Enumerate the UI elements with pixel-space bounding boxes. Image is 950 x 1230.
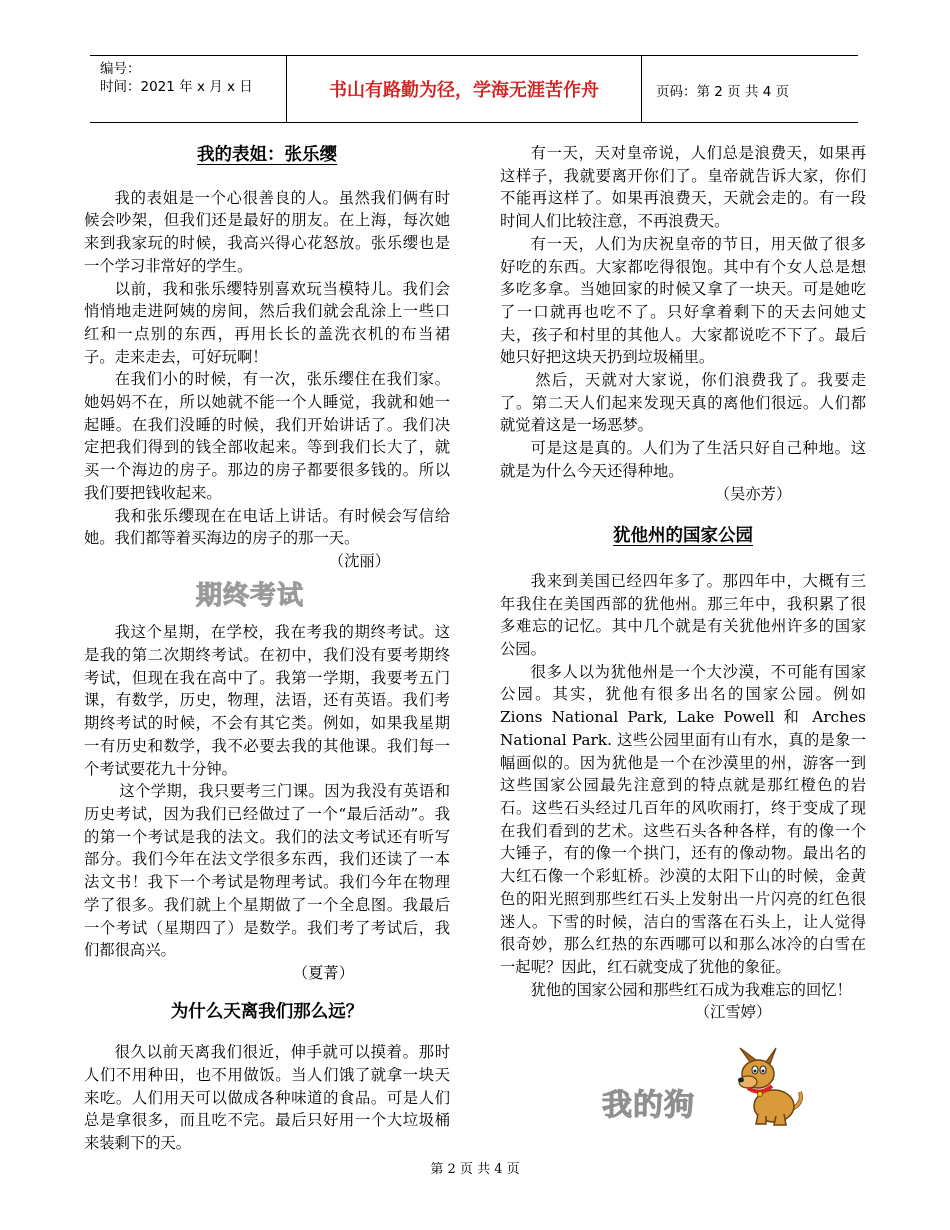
author: （夏菁）	[292, 963, 354, 982]
article-title-wordart: 我的狗	[602, 1088, 695, 1123]
left-column	[84, 140, 450, 1155]
paragraph: 这个学期，我只要考三门课。因为我没有英语和历史考试，因为我们已经做过了一个“最后活动”。我的第一个考试是我的法文。我们的法文考试还有听写部分。我们今年在法文学很多东西，我们还读了一本法文书！我下一个考试是物理考试。我们今年在物理学了很多。我们就上个星期做了一个全息图。我最后一个考试（星期四了）是数学。我们考了考试后，我们都很高兴。	[84, 782, 450, 960]
paragraph: 我和张乐缨现在在电话上讲话。有时候会写信给她。我们都等着买海边的房子的那一天。	[84, 506, 450, 548]
paragraph: 很多人以为犹他州是一个大沙漠，不可能有国家公园。其实，犹他有很多出名的国家公园。例如 Zions National Park, Lake Powell 和 Arches National Park. 这些公园里面有山有水，真的是象一幅画似的。因为犹他是一个在沙漠里的州，游客一到这些国家公园最先注意到的特点就是那红橙色的岩石。这些石头经过几百年的风吹雨打，终于变成了现在我们看到的艺术。这些石头各种各样，有的像一个大锤子，有的像一个拱门，还有的像动物。最出名的大红石像一个彩虹桥。沙漠的太阳下山的时候，金黄色的阳光照到那些红石头上发射出一片闪亮的红色很迷人。下雪的时候，洁白的雪落在石头上，让人觉得很奇妙，那么红热的东西哪可以和那么冰冷的白雪在一起呢？因此，红石就变成了犹他的象征。	[500, 662, 866, 976]
header-motto-cell	[286, 56, 642, 122]
paragraph: 有一天，天对皇帝说，人们总是浪费天，如果再这样子，我就要离开你们了。皇帝就告诉大家，你们不能再这样了。如果再浪费天，天就会走的。有一段时间人们比较注意，不再浪费天。	[500, 144, 866, 231]
dog-section	[598, 1040, 818, 1130]
article-title: 犹他州的国家公园	[613, 526, 753, 547]
author: （江雪婷）	[694, 1003, 772, 1022]
number-label: 编号：	[100, 61, 141, 77]
paragraph: 我这个星期，在学校，我在考我的期终考试。这是我的第二次期终考试。在初中，我们没有要考期终考试，但现在我在高中了。我第一学期，我要考五门课，有数学，历史，物理，法语，还有英语。我们考期终考试的时候，不会有其它类。例如，如果我星期一有历史和数学，我不必要去我的其他课。我们每一个考试要花九十分钟。	[84, 623, 450, 778]
paragraph: 我来到美国已经四年多了。那四年中，大概有三年我住在美国西部的犹他州。那三年中，我积累了很多难忘的记忆。其中几个就是有关犹他州许多的国家公园。	[500, 571, 866, 659]
right-column	[500, 140, 866, 1024]
article-title-wordart: 期终考试	[195, 580, 304, 611]
paragraph: 犹他的国家公园和那些红石成为我难忘的回忆！	[530, 980, 852, 999]
paragraph: 在我们小的时候，有一次，张乐缨住在我们家。她妈妈不在，所以她就不能一个人睡觉，我就和她一起睡。在我们没睡的时候，我们开始讲话了。我们决定把我们得到的钱全部收起来。等到我们长大了，就买一个海边的房子。那边的房子都要很多钱的。所以我们要把钱收起来。	[84, 370, 450, 502]
page-footer: 第 2 页 共 4 页	[430, 1162, 520, 1177]
header-meta	[100, 60, 290, 96]
author: （沈丽）	[328, 551, 390, 570]
paragraph: 然后，天就对大家说，你们浪费我了。我要走了。第二天人们起来发现天真的离他们很远。人们都就觉着这是一场恶梦。	[500, 371, 866, 435]
page-header	[90, 55, 858, 123]
paragraph: 我的表姐是一个心很善良的人。虽然我们俩有时候会吵架，但我们还是最好的朋友。在上海，每次她来到我家玩的时候，我高兴得心花怒放。张乐缨也是一个学习非常好的学生。	[84, 188, 450, 275]
paragraph: 有一天，人们为庆祝皇帝的节日，用天做了很多好吃的东西。大家都吃得很饱。其中有个女人总是想多吃多拿。当她回家的时候又拿了一块天。可是她吃了一口就再也吃不了。只好拿着剩下的天去问她丈夫，孩子和村里的其他人。大家都说吃不下了。最后她只好把这块天扔到垃圾桶里。	[500, 234, 866, 367]
author: （吴亦芳）	[714, 484, 792, 503]
paragraph: 可是这是真的。人们为了生活只好自己种地。这就是为什么今天还得种地。	[500, 439, 866, 480]
page-info: 页码：第 2 页 共 4 页	[656, 84, 790, 100]
article-title: 为什么天离我们那么远？	[170, 1001, 364, 1022]
dog-icon	[728, 1040, 808, 1128]
paragraph: 以前，我和张乐缨特别喜欢玩当模特儿。我们会悄悄地走进阿姨的房间，然后我们就会乱涂上一些口红和一点别的东西，再用长长的盖洗衣机的布当裙子。走来走去，可好玩啊！	[84, 279, 450, 366]
paragraph: 很久以前天离我们很近，伸手就可以摸着。那时人们不用种田，也不用做饭。当人们饿了就拿一块天来吃。人们用天可以做成各种味道的食品。可是人们总是拿很多，而且吃不完。最后只好用一个大垃圾桶来装剩下的天。	[84, 1043, 450, 1153]
article-title: 我的表姐：张乐缨	[197, 145, 337, 165]
motto: 书山有路勤为径，学海无涯苦作舟	[329, 80, 599, 101]
time-label: 时间：2021 年 x 月 x 日	[100, 79, 253, 95]
